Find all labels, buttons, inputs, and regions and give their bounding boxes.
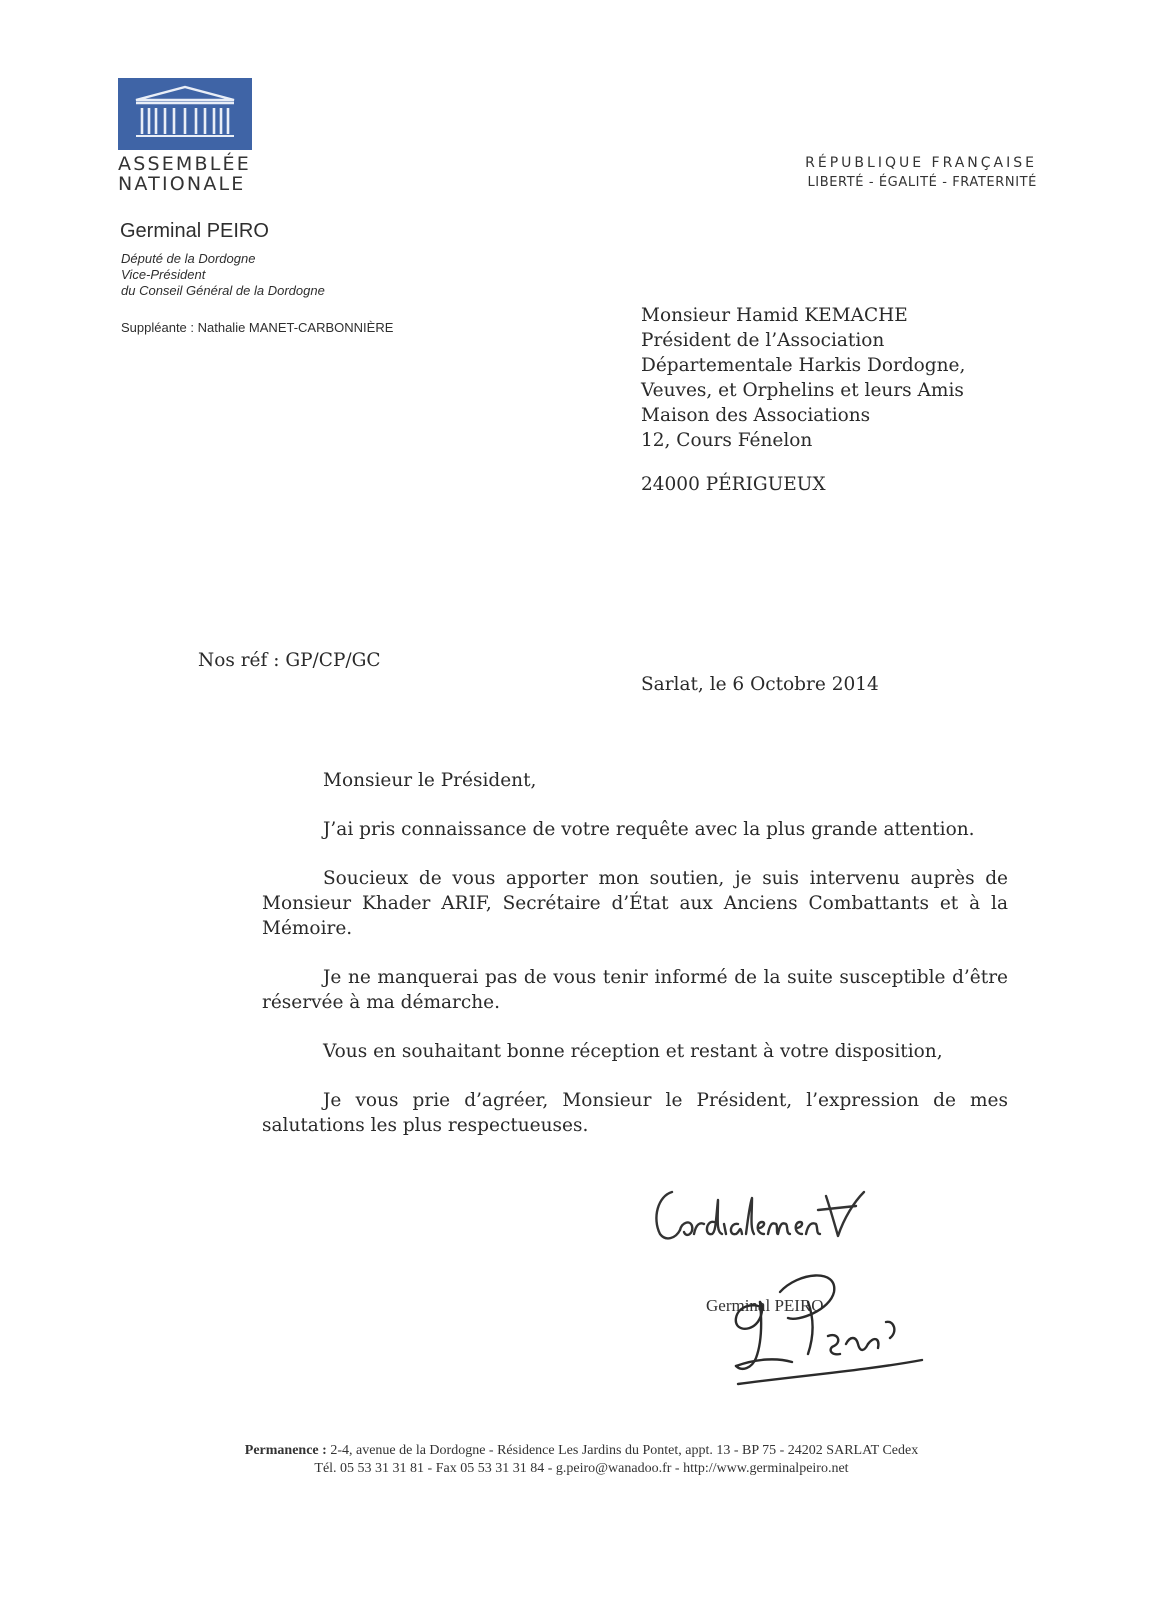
- footer-label: Permanence :: [244, 1443, 327, 1458]
- handwritten-signature: [718, 1262, 938, 1397]
- assembly-logo: [118, 78, 252, 150]
- sender-roles: [121, 251, 325, 299]
- handwritten-cordialement-icon: [650, 1178, 890, 1248]
- handwritten-closing: [650, 1178, 890, 1253]
- sender-role-vice-president: Vice-Président: [121, 267, 206, 282]
- signature-icon: [718, 1262, 938, 1392]
- sender-role-council: du Conseil Général de la Dordogne: [121, 283, 325, 298]
- palais-bourbon-icon: [118, 78, 252, 150]
- sender-name: Germinal PEIRO: [120, 220, 269, 242]
- republic-title: RÉPUBLIQUE FRANÇAISE: [805, 155, 1037, 171]
- assembly-line-2: NATIONALE: [118, 173, 246, 195]
- recipient-line: Veuves, et Orphelins et leurs Amis: [641, 380, 964, 401]
- recipient-line: 12, Cours Fénelon: [641, 430, 813, 451]
- recipient-line: Maison des Associations: [641, 405, 871, 426]
- footer-address-line: [0, 1442, 1163, 1460]
- footer-address: 2-4, avenue de la Dordogne - Résidence Les Jardins du Pontet, appt. 13 - BP 75 - 24202 SARLAT Cedex: [326, 1443, 919, 1458]
- recipient-line: Départementale Harkis Dordogne,: [641, 355, 966, 376]
- republic-header: [805, 153, 1037, 193]
- letter-body: [262, 768, 1008, 1162]
- body-paragraph: Je vous prie d’agréer, Monsieur le Président, l’expression de mes salutations les plus respectueuses.: [262, 1090, 1008, 1136]
- letter-date: Sarlat, le 6 Octobre 2014: [641, 674, 879, 695]
- assembly-name: [118, 154, 268, 194]
- recipient-line: Monsieur Hamid KEMACHE: [641, 305, 908, 326]
- footer-contact: Tél. 05 53 31 31 81 - Fax 05 53 31 31 84 - g.peiro@wanadoo.fr - http://www.germinalpeiro.net: [314, 1461, 849, 1476]
- reference: Nos réf : GP/CP/GC: [198, 650, 381, 671]
- body-paragraph: J’ai pris connaissance de votre requête avec la plus grande attention.: [323, 819, 975, 840]
- recipient-address: [641, 303, 965, 453]
- assembly-line-1: ASSEMBLÉE: [118, 153, 251, 175]
- republic-motto: LIBERTÉ - ÉGALITÉ - FRATERNITÉ: [807, 175, 1037, 190]
- body-paragraph: Je ne manquerai pas de vous tenir informé de la suite susceptible d’être réservée à ma démarche.: [262, 967, 1008, 1013]
- recipient-city: 24000 PÉRIGUEUX: [641, 474, 826, 495]
- body-paragraph: Soucieux de vous apporter mon soutien, je suis intervenu auprès de Monsieur Khader ARIF, Secrétaire d’État aux Anciens Combattants et à la Mémoire.: [262, 868, 1008, 939]
- body-paragraph: Vous en souhaitant bonne réception et restant à votre disposition,: [323, 1041, 943, 1062]
- signer-name: Germinal PEIRO: [706, 1296, 824, 1315]
- sender-substitute: Suppléante : Nathalie MANET-CARBONNIÈRE: [121, 320, 394, 335]
- sender-role-deputy: Député de la Dordogne: [121, 251, 256, 266]
- recipient-line: Président de l’Association: [641, 330, 885, 351]
- footer: [0, 1442, 1163, 1478]
- salutation: Monsieur le Président,: [323, 770, 537, 791]
